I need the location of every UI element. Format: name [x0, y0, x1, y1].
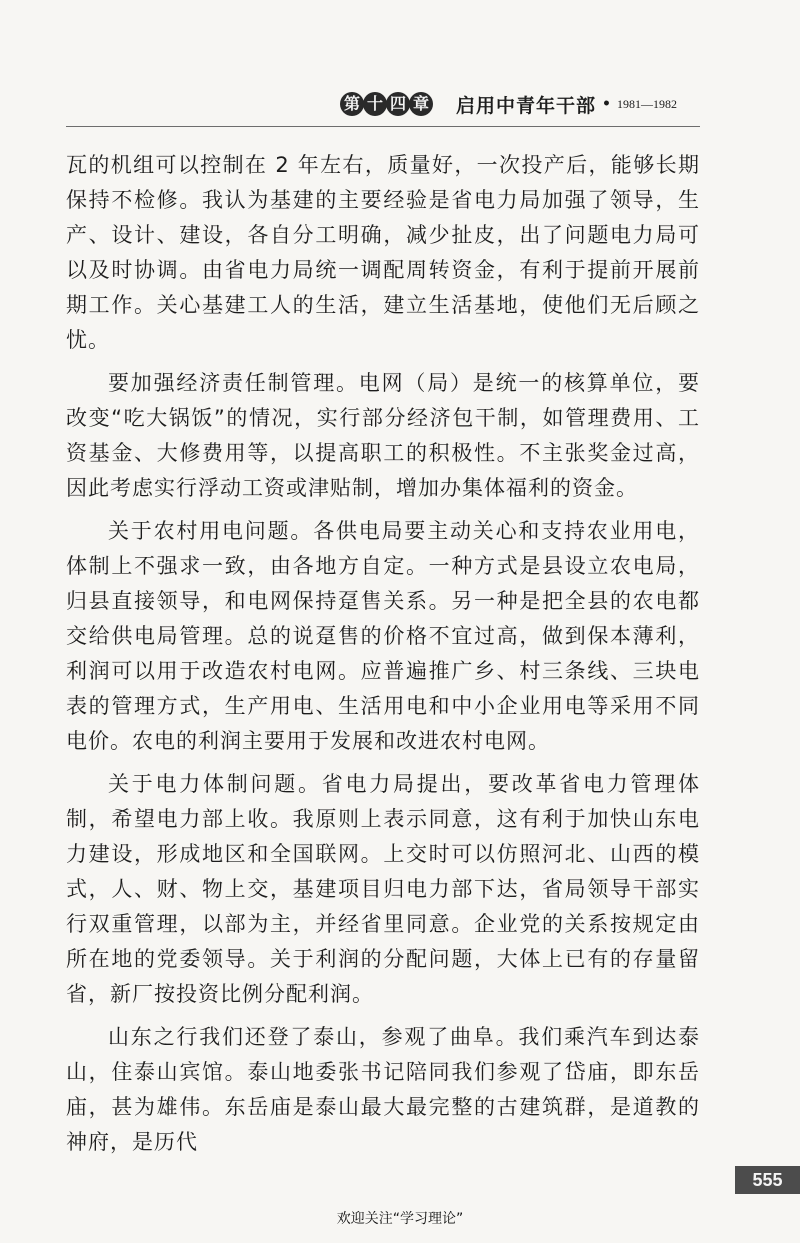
chapter-char: 四 — [386, 92, 410, 116]
running-header — [340, 86, 740, 122]
body-text — [66, 148, 700, 1168]
paragraph: 关于电力体制问题。省电力局提出，要改革省电力管理体制，希望电力部上收。我原则上表示同意，这有利于加快山东电力建设，形成地区和全国联网。上交时可以仿照河北、山西的模式，人、财、物上交，基建项目归电力部下达，省局领导干部实行双重管理，以部为主，并经省里同意。企业党的关系按规定由所在地的党委领导。关于利润的分配问题，大体上已有的存量留省，新厂按投资比例分配利润。 — [66, 772, 700, 1006]
header-divider — [66, 126, 700, 127]
paragraph: 山东之行我们还登了泰山，参观了曲阜。我们乘汽车到达泰山，住泰山宾馆。泰山地委张书记陪同我们参观了岱庙，即东岳庙，甚为雄伟。东岳庙是泰山最大最完整的古建筑群，是道教的神府，是历代 — [66, 1025, 700, 1154]
page-number: 555 — [735, 1166, 800, 1194]
chapter-title: 启用中青年干部 — [456, 94, 597, 117]
chapter-years: 1981—1982 — [616, 96, 677, 111]
chapter-char: 第 — [340, 92, 364, 116]
chapter-char: 十 — [363, 92, 387, 116]
header-separator: • — [602, 96, 611, 112]
chapter-badge — [340, 92, 432, 116]
footer-note: 欢迎关注“学习理论” — [336, 1211, 464, 1227]
chapter-char: 章 — [409, 92, 433, 116]
paragraph: 要加强经济责任制管理。电网（局）是统一的核算单位，要改变“吃大锅饭”的情况，实行部分经济包干制，如管理费用、工资基金、大修费用等，以提高职工的积极性。不主张奖金过高，因此考虑实行浮动工资或津贴制，增加办集体福利的资金。 — [66, 371, 700, 500]
paragraph: 瓦的机组可以控制在 2 年左右，质量好，一次投产后，能够长期保持不检修。我认为基建的主要经验是省电力局加强了领导，生产、设计、建设，各自分工明确，减少扯皮，出了问题电力局可以及时协调。由省电力局统一调配周转资金，有利于提前开展前期工作。关心基建工人的生活，建立生活基地，使他们无后顾之忧。 — [66, 153, 700, 352]
paragraph: 关于农村用电问题。各供电局要主动关心和支持农业用电，体制上不强求一致，由各地方自定。一种方式是县设立农电局，归县直接领导，和电网保持趸售关系。另一种是把全县的农电都交给供电局管理。总的说趸售的价格不宜过高，做到保本薄利，利润可以用于改造农村电网。应普遍推广乡、村三条线、三块电表的管理方式，生产用电、生活用电和中小企业用电等采用不同电价。农电的利润主要用于发展和改进农村电网。 — [66, 519, 700, 753]
